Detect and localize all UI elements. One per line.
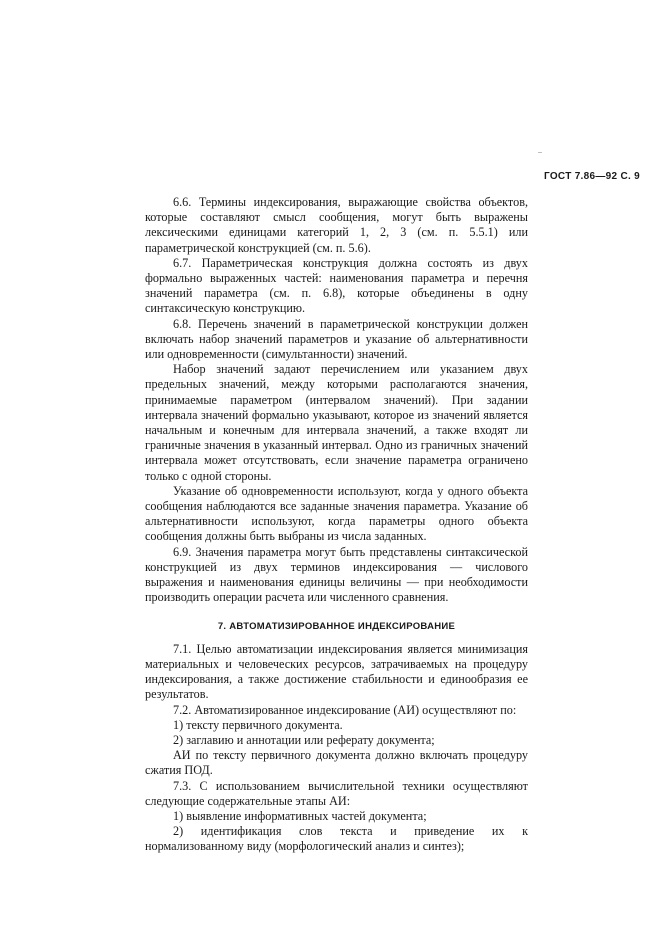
paragraph-7-1: 7.1. Целью автоматизации индексирования является минимизация материальных и человеческих ресурсов, затрачиваемых на процедуру индексирования, а также достижение стабильности и единообразия ее результатов. bbox=[145, 641, 528, 702]
paragraph-6-7: 6.7. Параметрическая конструкция должна состоять из двух формально выраженных частей: наименования параметра и перечня значений параметра (см. п. 6.8), которые объединены в одну синтаксическую конструкцию. bbox=[145, 255, 528, 316]
list-item-7-3-2: 2) идентификация слов текста и приведение их к нормализованному виду (морфологический анализ и синтез); bbox=[145, 824, 528, 854]
corner-mark: .. bbox=[538, 146, 542, 155]
section-heading: 7. АВТОМАТИЗИРОВАННОЕ ИНДЕКСИРОВАНИЕ bbox=[217, 621, 456, 633]
paragraph-6-8: 6.8. Перечень значений в параметрической конструкции должен включать набор значений параметров и указание об альтернативности или одновременности (симультанности) значений. bbox=[145, 316, 528, 362]
paragraph-7-3: 7.3. С использованием вычислительной техники осуществляют следующие содержательные этапы АИ: bbox=[145, 778, 528, 808]
document-body bbox=[145, 195, 528, 855]
paragraph-ai-text: АИ по тексту первичного документа должно включать процедуру сжатия ПОД. bbox=[145, 748, 528, 778]
paragraph-6-9: 6.9. Значения параметра могут быть представлены синтаксической конструкцией из двух терминов индексирования — числового выражения и наименования единицы величины — при необходимости производить операции расчета или численного сравнения. bbox=[145, 544, 528, 605]
list-item-7-3-1: 1) выявление информативных частей документа; bbox=[173, 808, 427, 823]
page-header: ГОСТ 7.86—92 С. 9 bbox=[544, 171, 640, 182]
paragraph-simultaneity: Указание об одновременности используют, когда у одного объекта сообщения наблюдаются все заданные значения параметра. Указание об альтернативности используют, когда параметры одного объекта сообщения должны быть выбраны из числа заданных. bbox=[145, 483, 528, 544]
paragraph-7-2: 7.2. Автоматизированное индексирование (АИ) осуществляют по: bbox=[173, 702, 517, 717]
paragraph-6-6: 6.6. Термины индексирования, выражающие свойства объектов, которые составляют смысл сообщения, могут быть выражены лексическими единицами категорий 1, 2, 3 (см. п. 5.5.1) или параметрической конструкцией (см. п. 5.6). bbox=[145, 195, 528, 255]
paragraph-value-set: Набор значений задают перечислением или указанием двух предельных значений, между которыми располагаются значения, принимаемые параметром (интервалом значений). При задании интервала значений формально указывают, которое из значений является начальным и конечным для интервала значений, а также входят ли граничные значения в указанный интервал. Одно из граничных значений интервала может отсутствовать, если значение параметра ограничено только с одной стороны. bbox=[145, 362, 528, 483]
list-item-7-2-1: 1) тексту первичного документа. bbox=[173, 717, 343, 732]
list-item-7-2-2: 2) заглавию и аннотации или реферату документа; bbox=[173, 732, 435, 747]
